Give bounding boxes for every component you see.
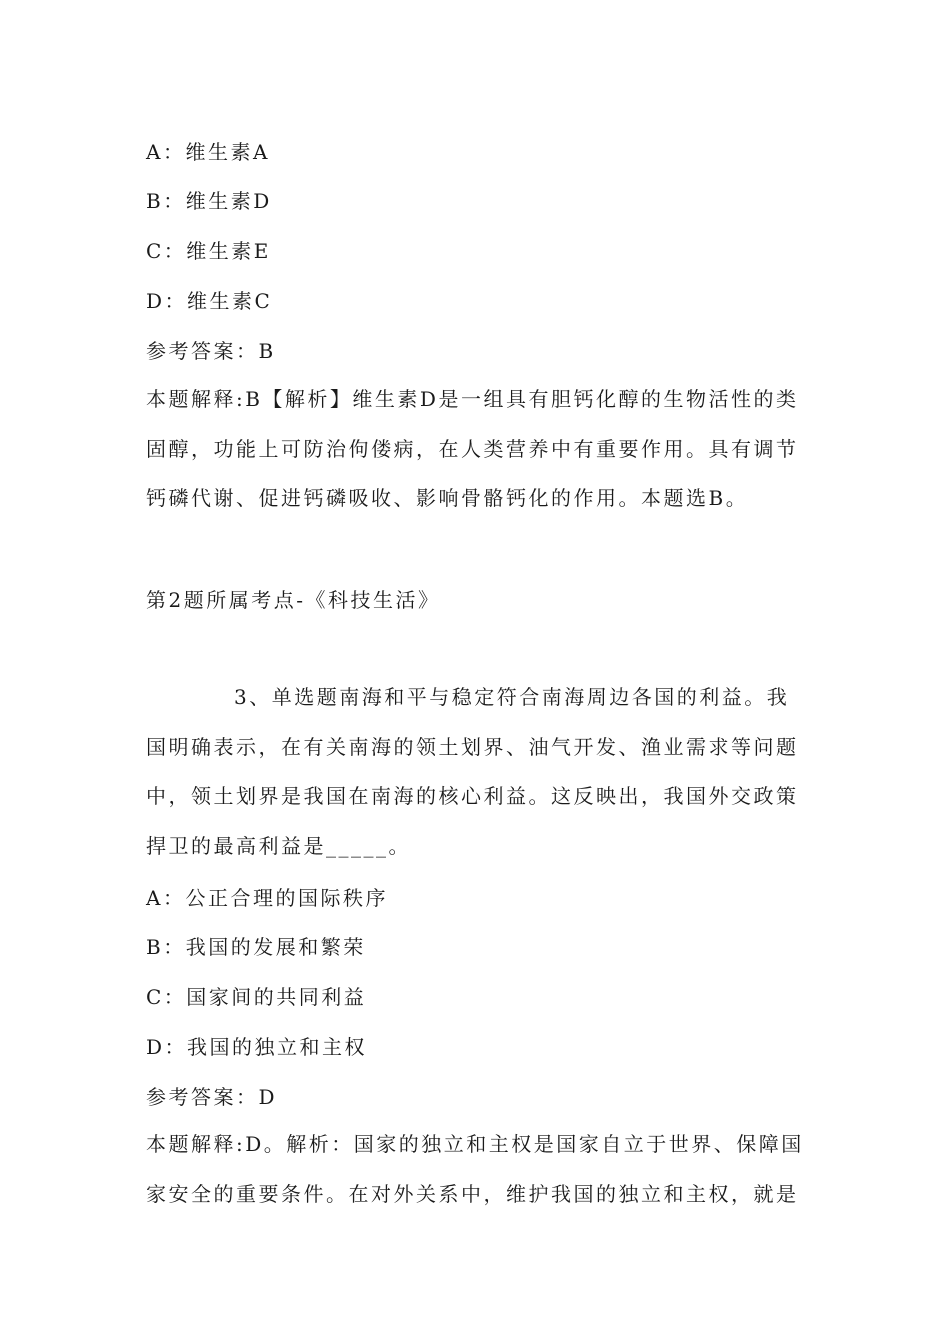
q2-option-c: C：维生素E xyxy=(146,239,271,263)
q2-option-b: B：维生素D xyxy=(146,189,272,213)
q2-option-d: D：维生素C xyxy=(146,289,273,313)
q3-question: 3、单选题南海和平与稳定符合南海周边各国的利益。我国明确表示，在有关南海的领土划界、油气开发、渔业需求等问题中，领土划界是我国在南海的核心利益。这反映出，我国外交政策捍卫的最高利益是_____。 xyxy=(146,685,799,859)
q3-option-c: C：国家间的共同利益 xyxy=(146,985,367,1009)
q3-option-d: D：我国的独立和主权 xyxy=(146,1035,368,1059)
q3-option-a: A：公正合理的国际秩序 xyxy=(146,886,388,910)
q2-answer: 参考答案：B xyxy=(146,339,276,363)
q2-option-a: A：维生素A xyxy=(146,140,270,164)
q2-explanation: 本题解释:B【解析】维生素D是一组具有胆钙化醇的生物活性的类固醇，功能上可防治佝偻病，在人类营养中有重要作用。具有调节钙磷代谢、促进钙磷吸收、影响骨骼钙化的作用。本题选B。 xyxy=(146,387,799,511)
q3-option-b: B：我国的发展和繁荣 xyxy=(146,935,366,959)
q2-topic: 第2题所属考点-《科技生活》 xyxy=(146,588,441,612)
q3-explanation: 本题解释:D。解析：国家的独立和主权是国家自立于世界、保障国家安全的重要条件。在对外关系中，维护我国的独立和主权，就是 xyxy=(146,1132,804,1206)
q3-answer: 参考答案：D xyxy=(146,1085,278,1109)
